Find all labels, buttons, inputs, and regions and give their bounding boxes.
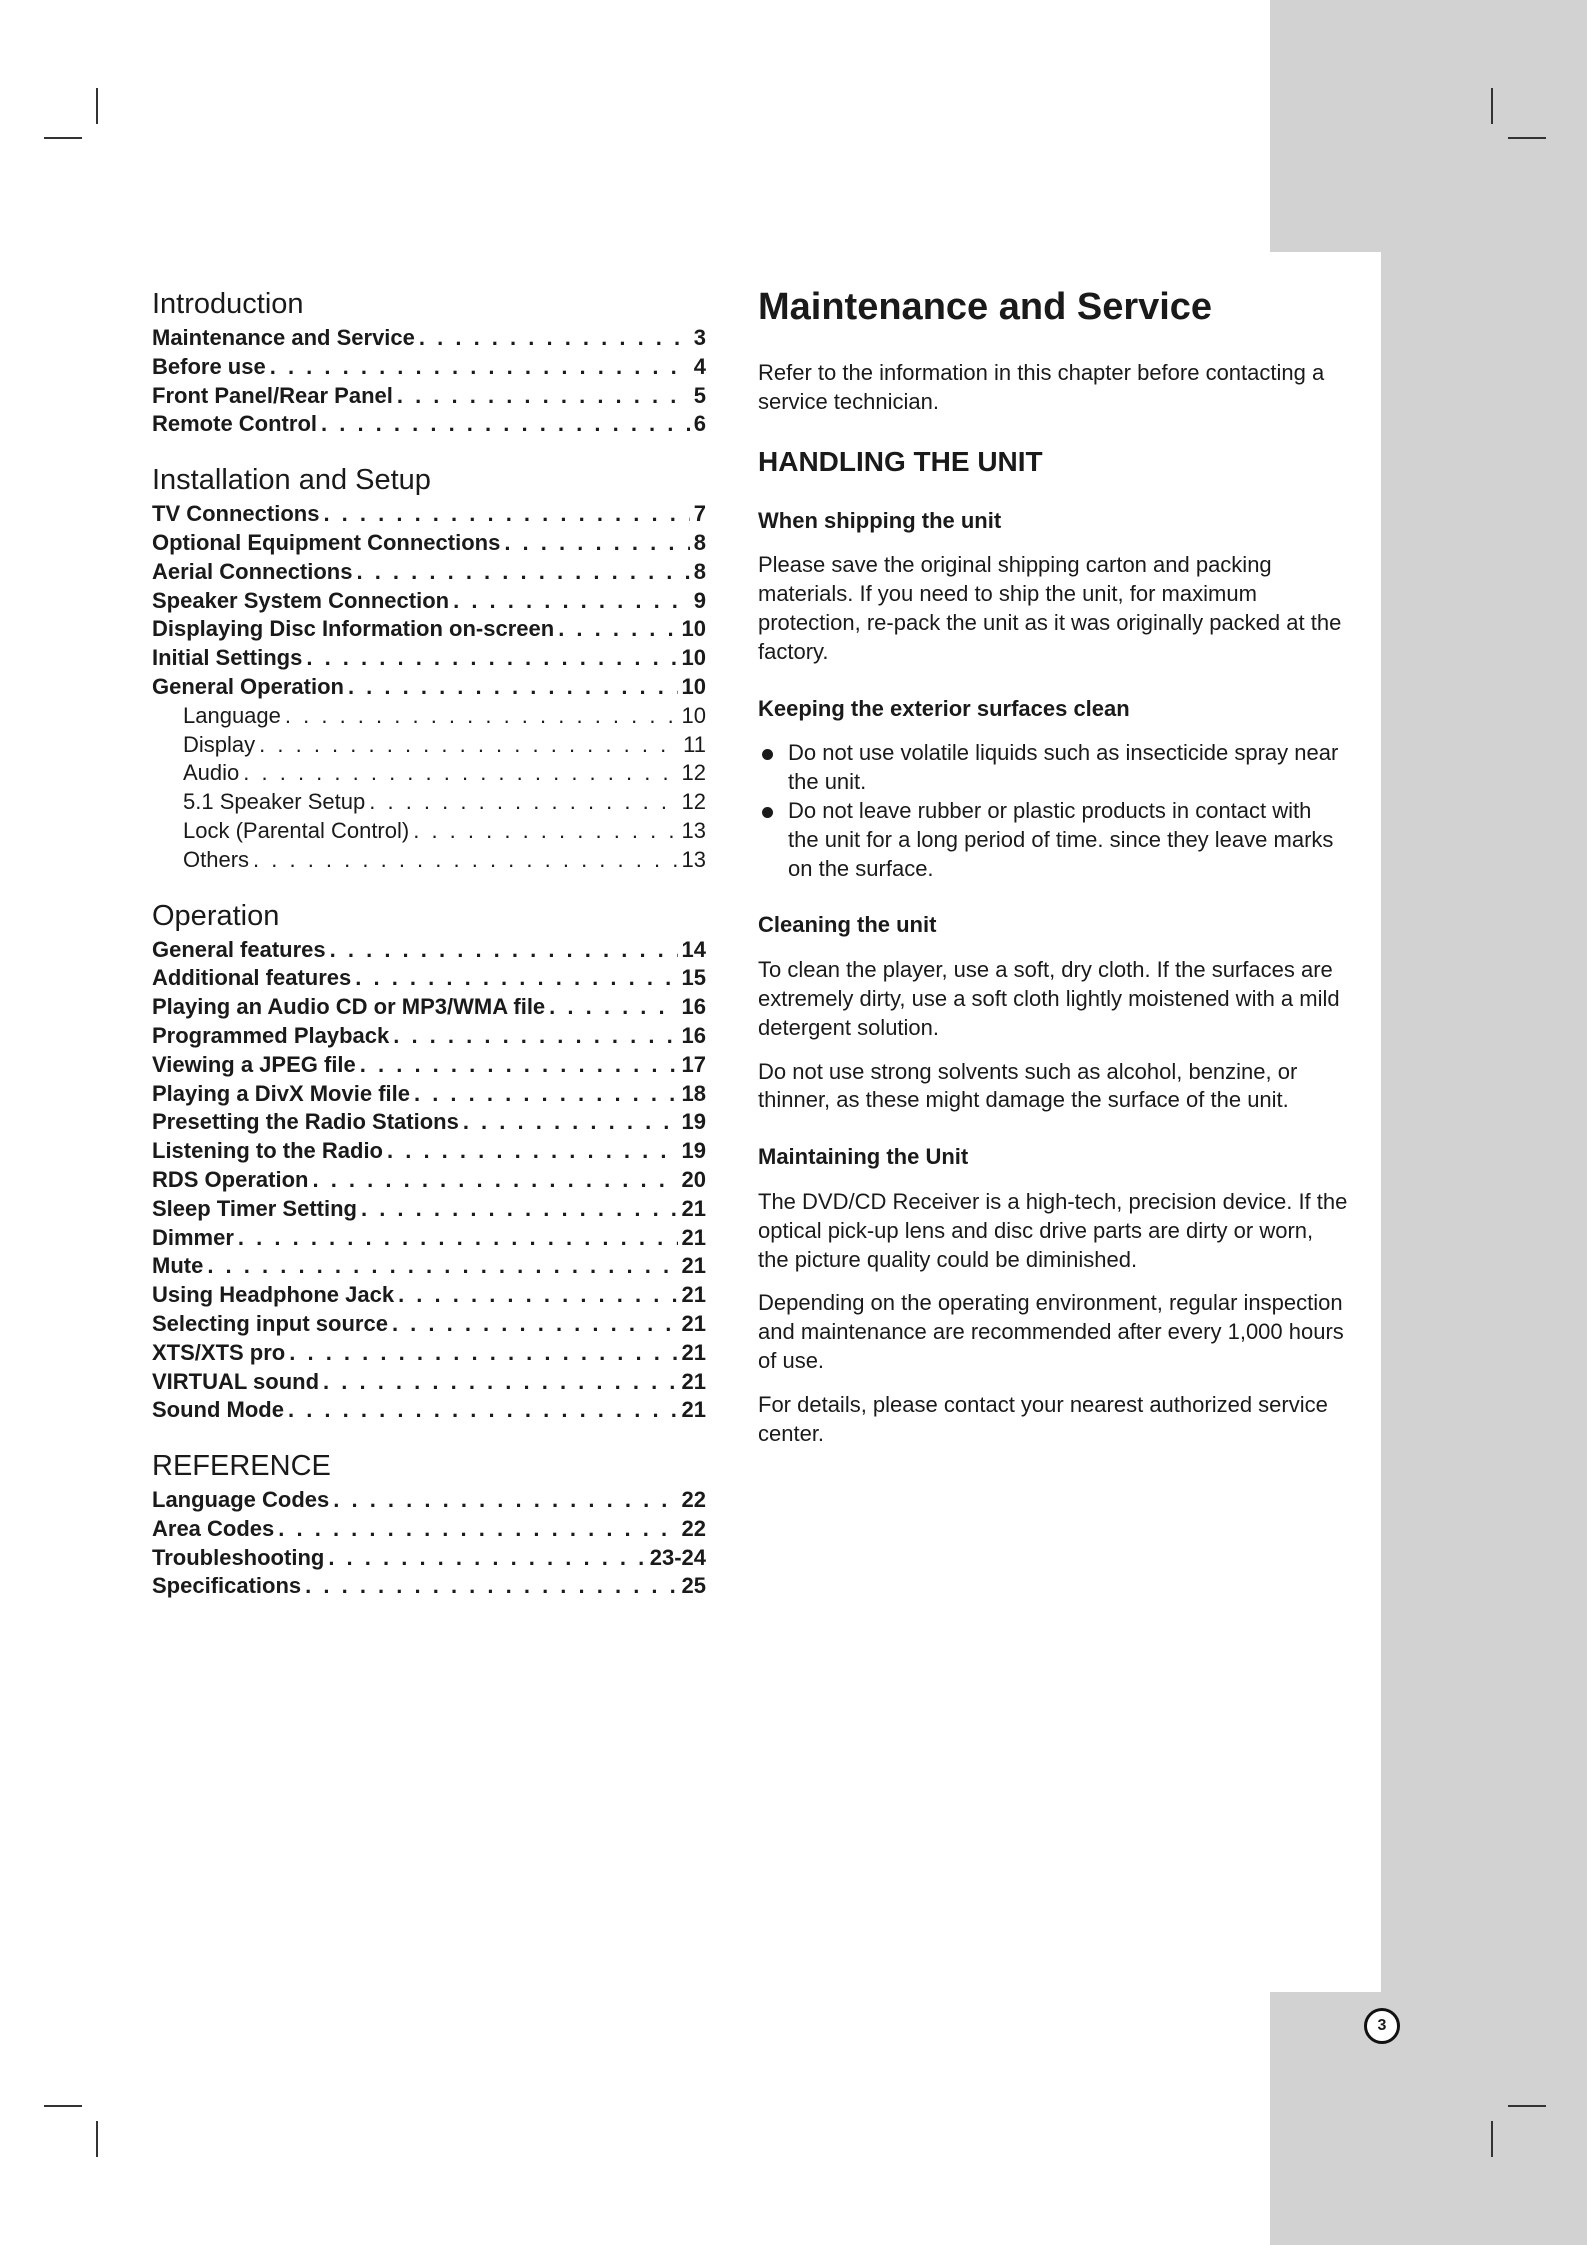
toc-entry-page: 21 — [681, 1339, 706, 1365]
toc-entry — [152, 1108, 706, 1137]
toc-leader-dots — [305, 1572, 677, 1601]
side-tab-bar — [1381, 252, 1587, 1992]
toc-entry-page: 7 — [693, 501, 706, 527]
toc-entry-label: Language — [183, 702, 281, 728]
toc-entry-page: 18 — [681, 1080, 706, 1106]
toc-section — [152, 1449, 706, 1601]
crop-mark — [1491, 2121, 1493, 2157]
toc-entry-page: 8 — [693, 529, 706, 555]
table-of-contents — [152, 287, 706, 1625]
toc-entry — [152, 1339, 706, 1368]
main-content — [758, 283, 1348, 1463]
crop-mark — [1491, 88, 1493, 124]
toc-entry-label: Mute — [152, 1253, 204, 1279]
cleaning-warning-text: Do not use strong solvents such as alcohol, benzine, or thinner, as these might damage the surface of the unit. — [758, 1058, 1298, 1113]
toc-entry-label: Front Panel/Rear Panel — [152, 382, 393, 408]
toc-entry-label: Additional features — [152, 965, 352, 991]
toc-entry-page: 15 — [681, 965, 706, 991]
toc-leader-dots — [413, 817, 677, 846]
toc-entry — [152, 936, 706, 965]
toc-entry-label: Display — [183, 731, 256, 757]
shipping-text: Please save the original shipping carton and packing materials. If you need to ship the unit, for maximum protection, re-pack the unit as it was originally packed at the factory. — [758, 552, 1342, 664]
toc-entry-label: Playing a DivX Movie file — [152, 1080, 410, 1106]
toc-entry — [152, 1051, 706, 1080]
toc-entry-page: 22 — [681, 1487, 706, 1513]
toc-entry-page: 14 — [681, 936, 706, 962]
toc-entry-label: Remote Control — [152, 411, 317, 437]
toc-entry-label: Lock (Parental Control) — [183, 817, 410, 843]
toc-entry-page: 25 — [681, 1573, 706, 1599]
toc-entry-page: 19 — [681, 1109, 706, 1135]
toc-leader-dots — [397, 382, 690, 411]
page-number: 3 — [1364, 2008, 1400, 2044]
toc-entry-page: 19 — [681, 1138, 706, 1164]
toc-entry — [152, 1396, 706, 1425]
toc-entry — [152, 788, 706, 817]
toc-entry — [152, 1195, 706, 1224]
toc-entry-label: Presetting the Radio Stations — [152, 1109, 459, 1135]
toc-entry-page: 21 — [681, 1368, 706, 1394]
toc-entry — [152, 1544, 706, 1573]
toc-leader-dots — [207, 1252, 677, 1281]
toc-entry-page: 11 — [683, 731, 706, 757]
section-heading-handling: HANDLING THE UNIT — [758, 445, 1043, 477]
toc-entry-label: Initial Settings — [152, 645, 303, 671]
toc-leader-dots — [348, 673, 678, 702]
crop-mark — [44, 137, 82, 139]
toc-leader-dots — [312, 1166, 677, 1195]
toc-entry — [152, 1080, 706, 1109]
toc-leader-dots — [330, 936, 678, 965]
toc-entry — [152, 702, 706, 731]
toc-entry-page: 12 — [681, 760, 706, 786]
toc-entry-page: 13 — [681, 817, 706, 843]
toc-entry-label: Programmed Playback — [152, 1022, 390, 1048]
toc-entry-label: Audio — [183, 760, 240, 786]
toc-entry-page: 23-24 — [649, 1544, 706, 1570]
toc-leader-dots — [453, 587, 690, 616]
toc-entry — [152, 1224, 706, 1253]
toc-entry-page: 9 — [693, 587, 706, 613]
toc-leader-dots — [321, 410, 690, 439]
toc-entry-label: Listening to the Radio — [152, 1138, 383, 1164]
toc-entry — [152, 759, 706, 788]
toc-entry-label: Speaker System Connection — [152, 587, 450, 613]
toc-leader-dots — [361, 1195, 678, 1224]
maintaining-text: The DVD/CD Receiver is a high-tech, precision device. If the optical pick-up lens and disc drive parts are dirty or worn, the picture quality could be diminished. — [758, 1188, 1348, 1272]
toc-entry-label: XTS/XTS pro — [152, 1339, 286, 1365]
toc-leader-dots — [253, 846, 677, 875]
toc-leader-dots — [323, 500, 689, 529]
toc-entry — [152, 673, 706, 702]
toc-leader-dots — [387, 1137, 678, 1166]
toc-section-heading: Introduction — [152, 288, 304, 320]
toc-leader-dots — [558, 615, 677, 644]
subheading-cleaning: Cleaning the unit — [758, 912, 937, 938]
toc-entry-page: 21 — [681, 1310, 706, 1336]
toc-entry — [152, 1368, 706, 1397]
toc-leader-dots — [398, 1281, 677, 1310]
toc-entry-label: Maintenance and Service — [152, 325, 415, 350]
toc-entry — [152, 587, 706, 616]
toc-entry-label: Language Codes — [152, 1487, 330, 1513]
crop-mark — [1508, 137, 1546, 139]
toc-entry-page: 10 — [681, 645, 706, 671]
toc-entry-label: Playing an Audio CD or MP3/WMA file — [152, 994, 546, 1020]
toc-entry — [152, 993, 706, 1022]
toc-entry — [152, 846, 706, 875]
toc-section-heading: REFERENCE — [152, 1450, 331, 1483]
toc-leader-dots — [419, 324, 690, 353]
toc-entry-label: Displaying Disc Information on-screen — [152, 616, 555, 642]
toc-entry — [152, 410, 706, 439]
page-title: Maintenance and Service — [758, 286, 1213, 328]
toc-leader-dots — [323, 1368, 677, 1397]
toc-entry-label: Viewing a JPEG file — [152, 1051, 356, 1077]
toc-entry-label: Specifications — [152, 1573, 302, 1599]
toc-leader-dots — [463, 1108, 678, 1137]
toc-entry-label: Area Codes — [152, 1515, 275, 1541]
toc-entry — [152, 353, 706, 382]
toc-entry-page: 10 — [681, 673, 706, 699]
toc-entry-page: 12 — [681, 789, 706, 815]
toc-leader-dots — [549, 993, 677, 1022]
subheading-shipping: When shipping the unit — [758, 507, 1002, 533]
toc-entry-page: 21 — [681, 1253, 706, 1279]
toc-leader-dots — [369, 788, 677, 817]
toc-entry — [152, 964, 706, 993]
toc-entry — [152, 644, 706, 673]
toc-entry — [152, 382, 706, 411]
toc-entry — [152, 324, 706, 353]
toc-entry — [152, 529, 706, 558]
side-tab-bottom — [1270, 1992, 1587, 2245]
bullet-item: Do not use volatile liquids such as insecticide spray near the unit. — [758, 739, 1348, 797]
toc-leader-dots — [356, 558, 689, 587]
toc-entry-page: 3 — [693, 325, 706, 350]
crop-mark — [1508, 2105, 1546, 2107]
toc-section-heading: Operation — [152, 899, 280, 932]
toc-entry-page: 20 — [681, 1166, 706, 1192]
toc-entry-label: VIRTUAL sound — [152, 1368, 320, 1394]
toc-entry-page: 21 — [681, 1282, 706, 1308]
toc-entry — [152, 731, 706, 760]
toc-entry-label: RDS Operation — [152, 1166, 309, 1192]
toc-entry-page: 10 — [681, 616, 706, 642]
toc-leader-dots — [285, 702, 678, 731]
maintaining-contact-text: For details, please contact your nearest authorized service center. — [758, 1391, 1328, 1446]
toc-leader-dots — [333, 1486, 677, 1515]
toc-entry — [152, 817, 706, 846]
toc-leader-dots — [289, 1339, 677, 1368]
toc-entry-page: 8 — [693, 558, 706, 584]
toc-entry — [152, 615, 706, 644]
toc-entry-page: 10 — [681, 702, 706, 728]
crop-mark — [96, 2121, 98, 2157]
crop-mark — [96, 88, 98, 124]
toc-entry — [152, 558, 706, 587]
toc-entry-page: 4 — [693, 353, 706, 379]
toc-section — [152, 287, 706, 439]
toc-leader-dots — [414, 1080, 678, 1109]
toc-entry-page: 21 — [681, 1224, 706, 1250]
subheading-exterior: Keeping the exterior surfaces clean — [758, 695, 1130, 721]
toc-entry — [152, 1572, 706, 1601]
toc-entry-label: Dimmer — [152, 1224, 234, 1250]
toc-entry — [152, 1022, 706, 1051]
toc-entry-label: Before use — [152, 353, 266, 379]
toc-leader-dots — [355, 964, 677, 993]
toc-leader-dots — [270, 353, 690, 382]
exterior-bullet-list — [758, 739, 1348, 883]
toc-leader-dots — [243, 759, 677, 788]
toc-leader-dots — [360, 1051, 678, 1080]
toc-entry-label: 5.1 Speaker Setup — [183, 789, 366, 815]
toc-entry-page: 13 — [681, 846, 706, 872]
toc-entry — [152, 1515, 706, 1544]
toc-entry-page: 5 — [693, 382, 706, 408]
toc-entry-page: 21 — [681, 1397, 706, 1423]
toc-entry — [152, 1486, 706, 1515]
crop-mark — [44, 2105, 82, 2107]
toc-entry-label: Others — [183, 846, 250, 872]
toc-section-heading: Installation and Setup — [152, 464, 431, 497]
toc-entry — [152, 500, 706, 529]
toc-entry — [152, 1281, 706, 1310]
toc-entry — [152, 1137, 706, 1166]
maintaining-inspection-text: Depending on the operating environment, regular inspection and maintenance are recommended after every 1,000 hours of use. — [758, 1290, 1344, 1373]
subheading-maintaining: Maintaining the Unit — [758, 1144, 969, 1170]
toc-entry-page: 17 — [681, 1051, 706, 1077]
toc-leader-dots — [288, 1396, 678, 1425]
toc-entry-label: Using Headphone Jack — [152, 1282, 395, 1308]
toc-entry-label: Aerial Connections — [152, 558, 353, 584]
toc-leader-dots — [306, 644, 677, 673]
toc-leader-dots — [393, 1022, 677, 1051]
toc-entry-label: Sleep Timer Setting — [152, 1195, 357, 1221]
toc-entry-page: 16 — [681, 994, 706, 1020]
toc-leader-dots — [504, 529, 689, 558]
toc-entry-label: Troubleshooting — [152, 1544, 325, 1570]
toc-section — [152, 463, 706, 874]
toc-entry-page: 21 — [681, 1195, 706, 1221]
toc-entry-label: Sound Mode — [152, 1397, 284, 1423]
toc-leader-dots — [259, 731, 679, 760]
bullet-item: Do not leave rubber or plastic products in contact with the unit for a long period of time. since they leave marks on the surface. — [758, 797, 1348, 883]
toc-leader-dots — [278, 1515, 677, 1544]
toc-leader-dots — [392, 1310, 678, 1339]
toc-entry-page: 16 — [681, 1022, 706, 1048]
toc-leader-dots — [328, 1544, 645, 1573]
toc-entry-label: Optional Equipment Connections — [152, 529, 501, 555]
toc-entry-label: General Operation — [152, 673, 344, 699]
intro-text: Refer to the information in this chapter before contacting a service technician. — [758, 360, 1325, 414]
toc-entry-page: 22 — [681, 1515, 706, 1541]
toc-entry — [152, 1166, 706, 1195]
cleaning-text: To clean the player, use a soft, dry cloth. If the surfaces are extremely dirty, use a soft cloth lightly moistened with a mild detergent solution. — [758, 957, 1340, 1040]
toc-entry — [152, 1310, 706, 1339]
toc-entry-label: Selecting input source — [152, 1310, 388, 1336]
toc-entry-label: General features — [152, 936, 326, 962]
toc-section — [152, 899, 706, 1426]
toc-leader-dots — [238, 1224, 678, 1253]
toc-entry-page: 6 — [693, 411, 706, 437]
toc-entry — [152, 1252, 706, 1281]
side-tab-top — [1270, 0, 1587, 252]
toc-entry-label: TV Connections — [152, 501, 320, 527]
